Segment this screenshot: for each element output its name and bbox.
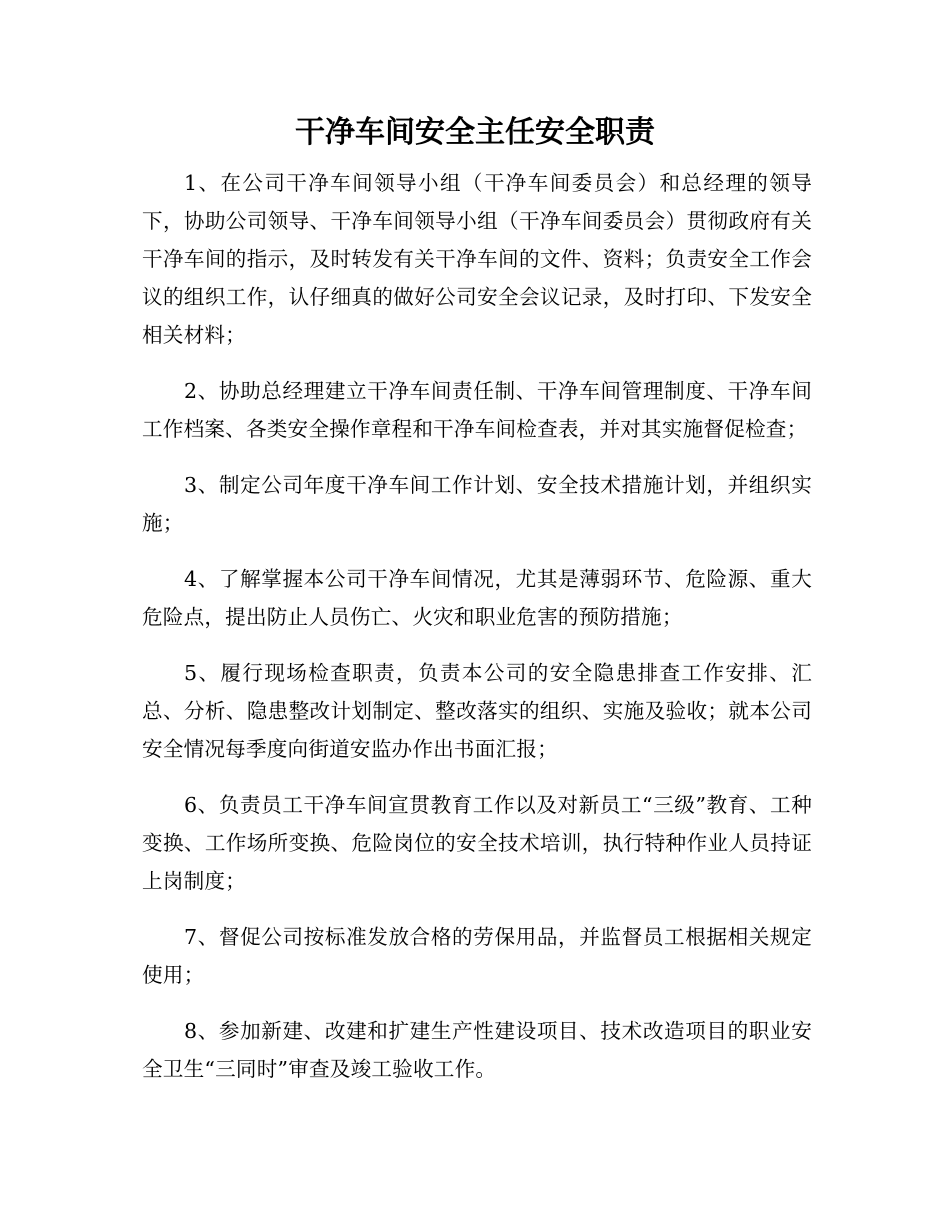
document-title: 干净车间安全主任安全职责: [295, 115, 655, 150]
paragraph-1: 1、在公司干净车间领导小组（干净车间委员会）和总经理的领导下，协助公司领导、干净车间领导小组（干净车间委员会）贯彻政府有关干净车间的指示，及时转发有关干净车间的文件、资料；负责安全工作会议的组织工作，认仔细真的做好公司安全会议记录，及时打印、下发安全相关材料；: [142, 171, 812, 347]
paragraph-2: 2、协助总经理建立干净车间责任制、干净车间管理制度、干净车间工作档案、各类安全操作章程和干净车间检查表，并对其实施督促检查；: [142, 379, 812, 441]
paragraph-8: 8、参加新建、改建和扩建生产性建设项目、技术改造项目的职业安全卫生“三同时”审查及竣工验收工作。: [142, 1019, 812, 1081]
paragraph-7: 7、督促公司按标准发放合格的劳保用品，并监督员工根据相关规定使用；: [142, 925, 812, 987]
paragraph-3: 3、制定公司年度干净车间工作计划、安全技术措施计划，并组织实施；: [142, 473, 812, 535]
paragraph-6: 6、负责员工干净车间宣贯教育工作以及对新员工“三级”教育、工种变换、工作场所变换、危险岗位的安全技术培训，执行特种作业人员持证上岗制度；: [142, 793, 812, 893]
document-body: [142, 164, 812, 1106]
paragraph-4: 4、了解掌握本公司干净车间情况，尤其是薄弱环节、危险源、重大危险点，提出防止人员伤亡、火灾和职业危害的预防措施；: [142, 567, 812, 629]
paragraph-5: 5、履行现场检查职责，负责本公司的安全隐患排查工作安排、汇总、分析、隐患整改计划制定、整改落实的组织、实施及验收；就本公司安全情况每季度向街道安监办作出书面汇报；: [142, 661, 812, 761]
